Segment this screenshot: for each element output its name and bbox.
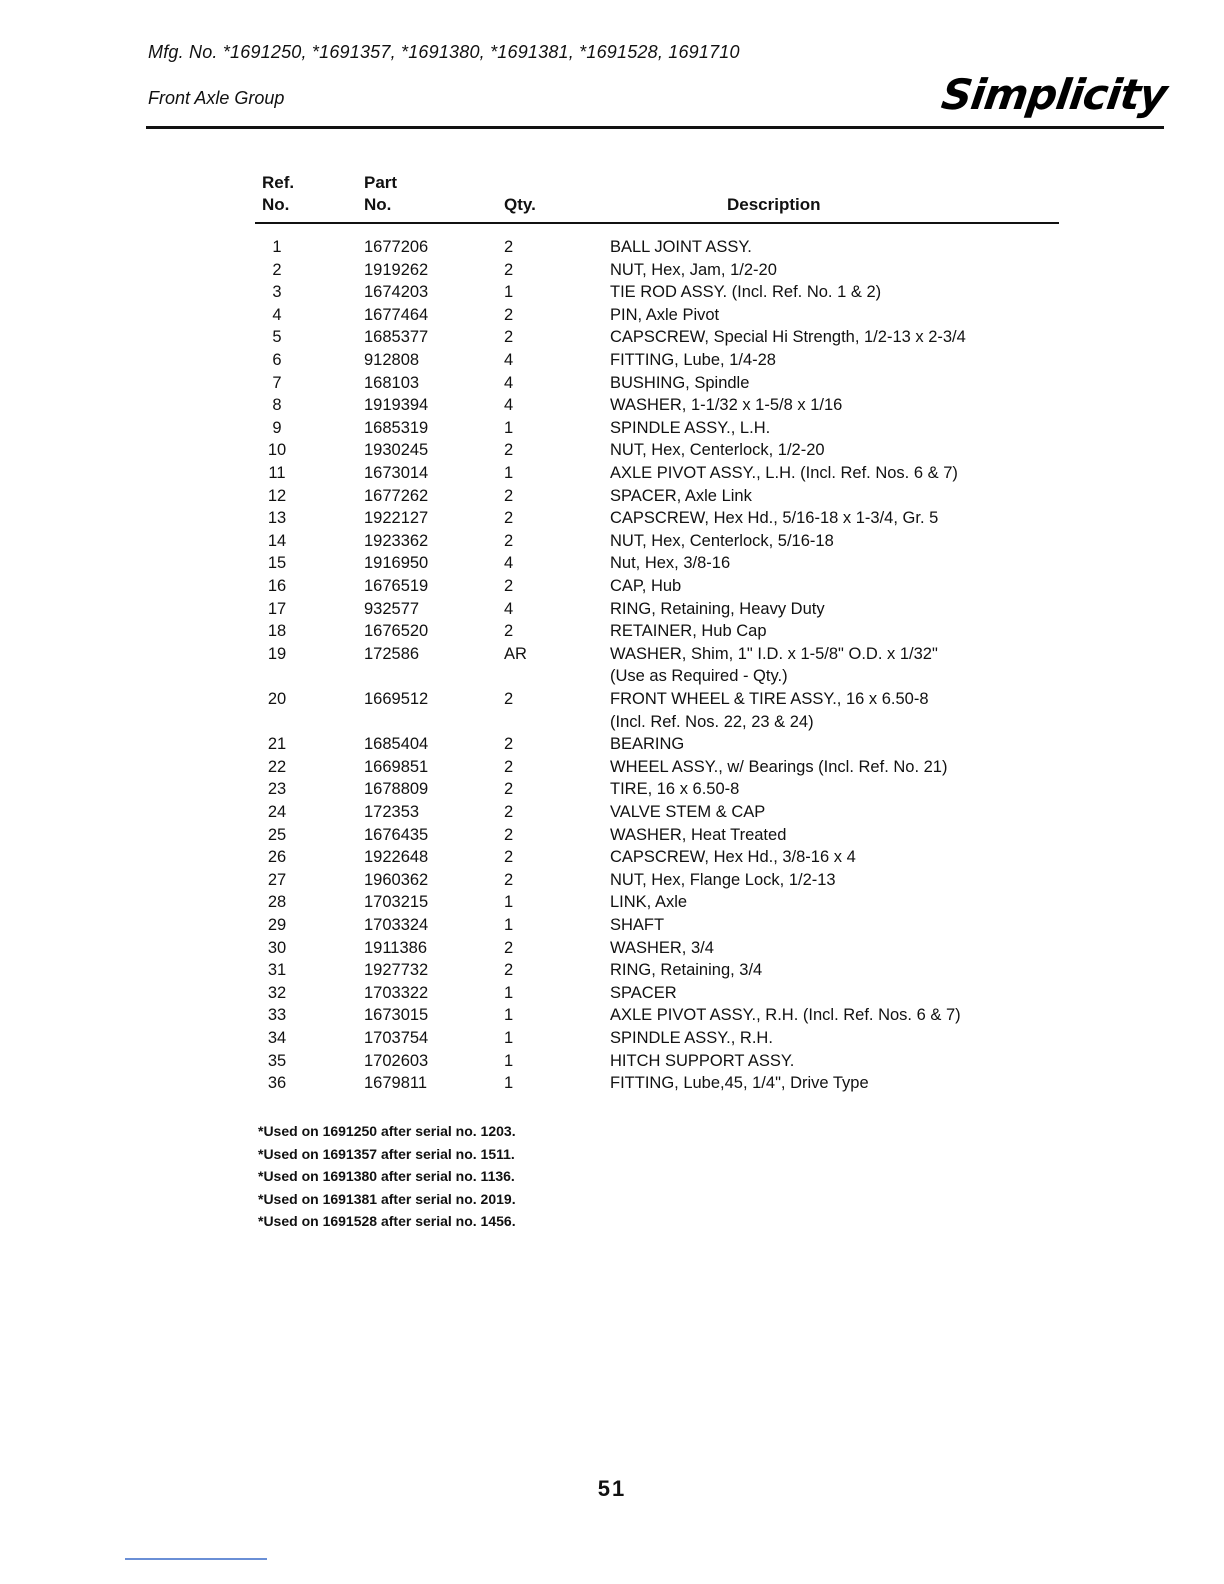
part-no-cell: 1676520	[364, 622, 429, 641]
part-no-cell: 1669512	[364, 690, 429, 708]
part-no-cell: 1702603	[364, 1051, 429, 1070]
col-desc-header: Description	[727, 195, 821, 214]
brand-logo: Simplicity	[938, 70, 1170, 119]
description-cell: FRONT WHEEL & TIRE ASSY., 16 x 6.50-8	[610, 690, 929, 708]
header-rule	[146, 126, 1164, 129]
part-no-cell: 1679811	[364, 1074, 428, 1093]
part-no-cell: 1676519	[364, 577, 429, 595]
ref-cell: 32	[267, 983, 287, 1002]
description-cell: SHAFT	[610, 916, 665, 934]
note: *Used on 1691381 after serial no. 2019.	[258, 1190, 516, 1207]
description-cell-continued: (Use as Required - Qty.)	[610, 667, 788, 686]
qty-cell: AR	[504, 644, 527, 663]
part-no-cell: 1685377	[364, 328, 429, 347]
ref-cell: 19	[267, 644, 287, 663]
qty-cell: 2	[504, 961, 514, 980]
description-cell: AXLE PIVOT ASSY., L.H. (Incl. Ref. Nos. 6 & 7)	[610, 464, 958, 482]
part-no-cell: 168103	[364, 373, 420, 392]
note: *Used on 1691357 after serial no. 1511.	[258, 1145, 515, 1162]
col-ref-line1: Ref.	[262, 173, 295, 192]
ref-cell: 11	[268, 464, 286, 482]
description-cell: SPACER	[610, 983, 677, 1002]
description-cell: BEARING	[610, 735, 685, 754]
table-header-rule	[255, 222, 1059, 224]
part-no-cell: 1674203	[364, 283, 429, 302]
ref-cell: 20	[267, 690, 287, 708]
description-cell: FITTING, Lube, 1/4-28	[610, 351, 776, 369]
description-cell-continued: (Incl. Ref. Nos. 22, 23 & 24)	[610, 712, 814, 731]
description-cell: SPACER, Axle Link	[610, 486, 752, 505]
part-no-cell: 1703324	[364, 916, 429, 934]
description-cell: SPINDLE ASSY., R.H.	[610, 1029, 773, 1047]
col-qty-header: Qty.	[504, 195, 536, 214]
ref-cell: 1	[272, 238, 282, 256]
qty-cell: 2	[504, 486, 514, 505]
qty-cell: 1	[504, 283, 514, 302]
note: *Used on 1691250 after serial no. 1203.	[258, 1123, 516, 1139]
ref-cell: 30	[267, 938, 287, 957]
part-no-cell: 932577	[364, 599, 420, 618]
description-cell: NUT, Hex, Flange Lock, 1/2-13	[610, 870, 836, 889]
description-cell: PIN, Axle Pivot	[610, 305, 720, 324]
col-ref-line2: No.	[262, 195, 290, 214]
part-no-cell: 1922127	[364, 509, 429, 528]
description-cell: CAP, Hub	[610, 577, 682, 595]
part-no-cell: 1919394	[364, 396, 429, 415]
ref-cell: 16	[267, 577, 287, 595]
col-part-line2: No.	[364, 195, 392, 214]
part-no-cell: 912808	[364, 351, 420, 369]
part-no-cell: 1927732	[364, 961, 429, 980]
ref-cell: 33	[267, 1006, 287, 1025]
qty-cell: 4	[504, 396, 514, 415]
ref-cell: 24	[267, 803, 287, 821]
qty-cell: 4	[504, 373, 514, 392]
description-cell: NUT, Hex, Centerlock, 1/2-20	[610, 441, 825, 460]
description-cell: WASHER, Heat Treated	[610, 825, 787, 844]
description-cell: WHEEL ASSY., w/ Bearings (Incl. Ref. No. 21)	[610, 757, 948, 776]
ref-cell: 25	[267, 825, 287, 844]
qty-cell: 2	[504, 757, 514, 776]
ref-cell: 31	[267, 961, 287, 980]
col-part-header	[364, 172, 397, 216]
qty-cell: 1	[504, 893, 514, 912]
ref-cell: 12	[267, 486, 287, 505]
qty-cell: 4	[504, 351, 514, 369]
ref-cell: 21	[267, 735, 287, 754]
part-no-cell: 1960362	[364, 870, 429, 889]
qty-cell: 2	[504, 531, 514, 550]
description-cell: Nut, Hex, 3/8-16	[610, 554, 731, 573]
description-cell: NUT, Hex, Centerlock, 5/16-18	[610, 531, 834, 550]
description-cell: WASHER, Shim, 1" I.D. x 1-5/8" O.D. x 1/32"	[610, 644, 938, 663]
part-no-cell: 1685319	[364, 418, 429, 437]
col-ref-header	[262, 172, 294, 216]
qty-cell: 2	[504, 577, 514, 595]
qty-cell: 2	[504, 938, 514, 957]
ref-cell: 28	[267, 893, 287, 912]
part-no-cell: 1685404	[364, 735, 429, 754]
section-title: Front Axle Group	[148, 88, 285, 108]
description-cell: WASHER, 1-1/32 x 1-5/8 x 1/16	[610, 396, 843, 415]
part-no-cell: 1703322	[364, 983, 429, 1002]
part-no-cell: 172353	[364, 803, 420, 821]
ref-cell: 9	[272, 418, 282, 437]
qty-cell: 2	[504, 735, 514, 754]
description-cell: BUSHING, Spindle	[610, 373, 750, 392]
description-cell: SPINDLE ASSY., L.H.	[610, 418, 771, 437]
description-cell: LINK, Axle	[610, 893, 688, 912]
footer-line	[125, 1558, 267, 1560]
description-cell: BALL JOINT ASSY.	[610, 238, 752, 256]
description-cell: CAPSCREW, Special Hi Strength, 1/2-13 x 2-3/4	[610, 328, 966, 347]
qty-cell: 1	[504, 983, 514, 1002]
qty-cell: 1	[504, 1051, 514, 1070]
description-cell: RETAINER, Hub Cap	[610, 622, 767, 641]
ref-cell: 23	[267, 780, 287, 799]
ref-cell: 17	[267, 599, 287, 618]
note: *Used on 1691380 after serial no. 1136.	[258, 1168, 515, 1184]
part-no-cell: 1673015	[364, 1006, 429, 1025]
qty-cell: 2	[504, 803, 514, 821]
ref-cell: 22	[267, 757, 287, 776]
qty-cell: 1	[504, 1029, 514, 1047]
description-cell: RING, Retaining, 3/4	[610, 961, 763, 980]
ref-cell: 34	[267, 1029, 287, 1047]
qty-cell: 2	[504, 238, 514, 256]
ref-cell: 35	[267, 1051, 287, 1070]
mfg-numbers: Mfg. No. *1691250, *1691357, *1691380, *1691381, *1691528, 1691710	[148, 42, 740, 62]
ref-cell: 13	[267, 509, 287, 528]
ref-cell: 10	[267, 441, 287, 460]
description-cell: NUT, Hex, Jam, 1/2-20	[610, 260, 777, 279]
qty-cell: 4	[504, 599, 514, 618]
description-cell: AXLE PIVOT ASSY., R.H. (Incl. Ref. Nos. 6 & 7)	[610, 1006, 961, 1025]
part-no-cell: 1703754	[364, 1029, 429, 1047]
ref-cell: 5	[272, 328, 282, 347]
description-cell: RING, Retaining, Heavy Duty	[610, 599, 825, 618]
qty-cell: 2	[504, 305, 514, 324]
part-no-cell: 1911386	[364, 938, 428, 957]
ref-cell: 2	[272, 260, 282, 279]
qty-cell: 4	[504, 554, 514, 573]
part-no-cell: 1703215	[364, 893, 429, 912]
qty-cell: 2	[504, 328, 514, 347]
part-no-cell: 1676435	[364, 825, 429, 844]
description-cell: VALVE STEM & CAP	[610, 803, 766, 821]
qty-cell: 2	[504, 690, 514, 708]
qty-cell: 2	[504, 622, 514, 641]
qty-cell: 1	[504, 464, 514, 482]
qty-cell: 1	[504, 916, 514, 934]
qty-cell: 2	[504, 848, 514, 867]
ref-cell: 4	[272, 305, 282, 324]
description-cell: TIRE, 16 x 6.50-8	[610, 780, 740, 799]
ref-cell: 6	[272, 351, 282, 369]
qty-cell: 2	[504, 441, 514, 460]
description-cell: TIE ROD ASSY. (Incl. Ref. No. 1 & 2)	[610, 283, 882, 302]
ref-cell: 8	[272, 396, 282, 415]
qty-cell: 1	[504, 1006, 514, 1025]
part-no-cell: 1669851	[364, 757, 429, 776]
part-no-cell: 1678809	[364, 780, 429, 799]
part-no-cell: 1922648	[364, 848, 429, 867]
ref-cell: 7	[272, 373, 282, 392]
note: *Used on 1691528 after serial no. 1456.	[258, 1213, 516, 1229]
part-no-cell: 1677464	[364, 305, 429, 324]
part-no-cell: 1919262	[364, 260, 429, 279]
ref-cell: 14	[267, 531, 287, 550]
part-no-cell: 1677262	[364, 486, 429, 505]
part-no-cell: 172586	[364, 644, 420, 663]
qty-cell: 1	[504, 1074, 514, 1093]
qty-cell: 1	[504, 418, 514, 437]
part-no-cell: 1673014	[364, 464, 429, 482]
qty-cell: 2	[504, 780, 514, 799]
description-cell: HITCH SUPPORT ASSY.	[610, 1051, 795, 1070]
serial-notes	[258, 1120, 516, 1233]
qty-cell: 2	[504, 825, 514, 844]
ref-cell: 36	[267, 1074, 287, 1093]
part-no-cell: 1930245	[364, 441, 429, 460]
qty-cell: 2	[504, 509, 514, 528]
description-cell: FITTING, Lube,45, 1/4", Drive Type	[610, 1074, 869, 1093]
page-number: 51	[597, 1476, 627, 1501]
ref-cell: 26	[267, 848, 287, 867]
ref-cell: 29	[267, 916, 287, 934]
description-cell: CAPSCREW, Hex Hd., 3/8-16 x 4	[610, 848, 856, 867]
part-no-cell: 1677206	[364, 238, 429, 256]
col-part-line1: Part	[364, 173, 398, 192]
description-cell: WASHER, 3/4	[610, 938, 714, 957]
ref-cell: 18	[267, 622, 287, 641]
qty-cell: 2	[504, 870, 514, 889]
ref-cell: 3	[272, 283, 282, 302]
description-cell: CAPSCREW, Hex Hd., 5/16-18 x 1-3/4, Gr. 5	[610, 509, 939, 528]
part-no-cell: 1916950	[364, 554, 429, 573]
ref-cell: 27	[267, 870, 287, 889]
qty-cell: 2	[504, 260, 514, 279]
part-no-cell: 1923362	[364, 531, 429, 550]
ref-cell: 15	[267, 554, 287, 573]
